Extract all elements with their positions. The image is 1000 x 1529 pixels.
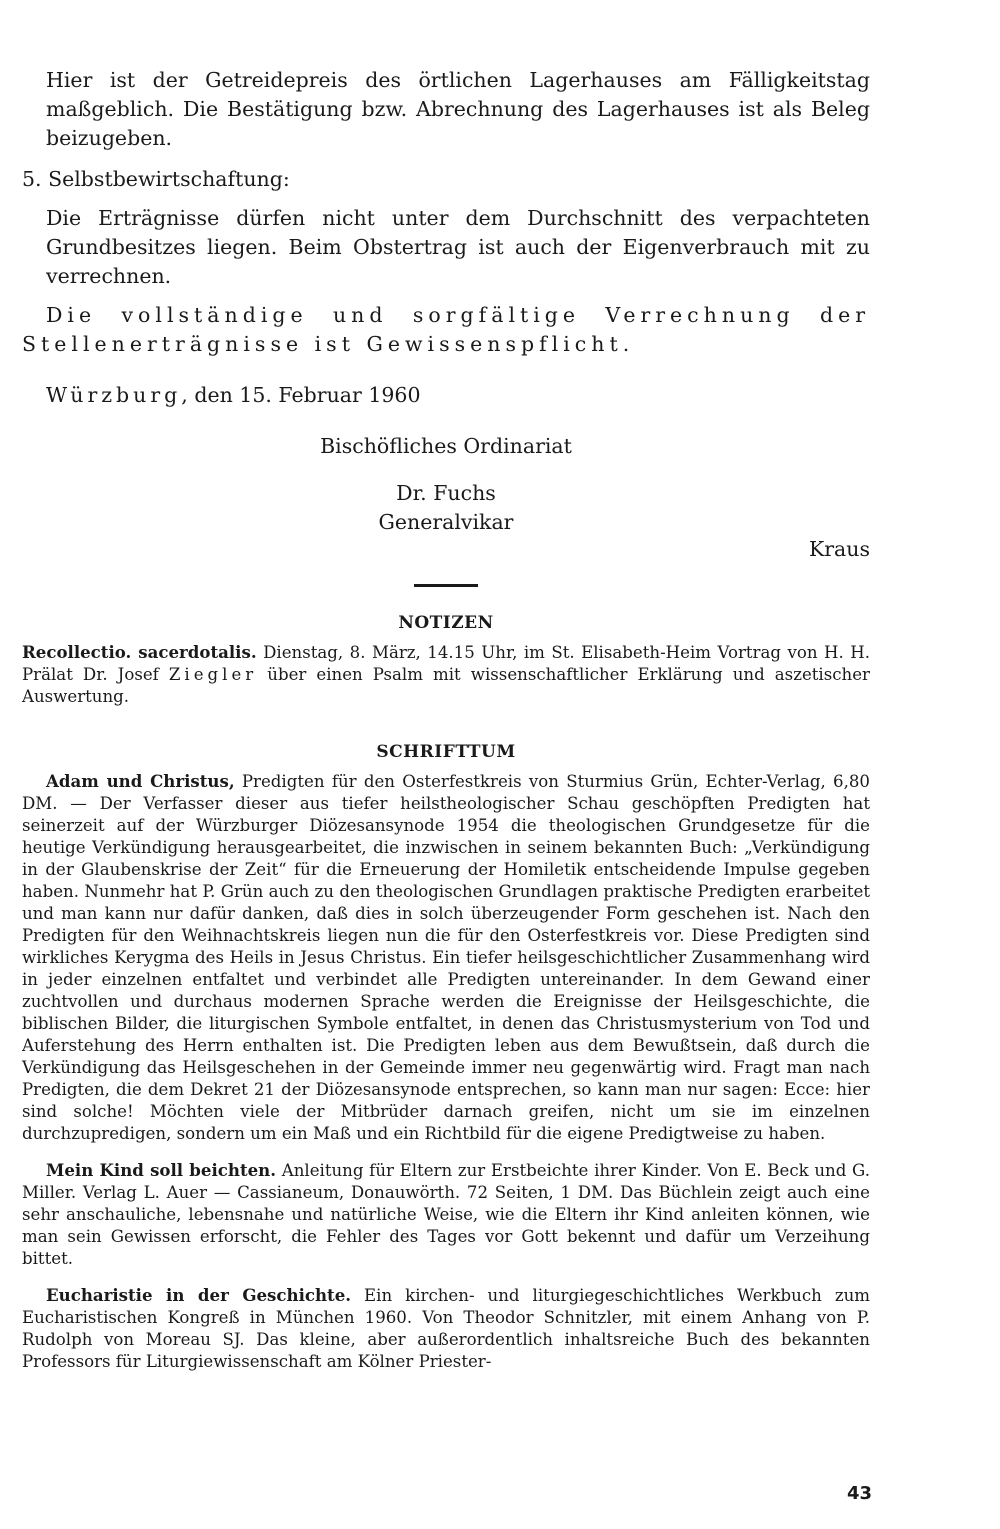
document-page <box>22 66 870 1373</box>
section-divider <box>414 584 478 587</box>
paragraph-gewissenspflicht: Die vollständige und sorgfältige Verrechnung der Stellenerträgnisse ist Gewissenspflicht. <box>22 303 870 356</box>
date-rest: , den 15. Februar 1960 <box>181 383 421 407</box>
notiz-recollectio <box>22 641 870 708</box>
review-adam-und-christus <box>22 770 870 1145</box>
review-eucharistie <box>22 1284 870 1373</box>
paragraph-getreidepreis: Hier ist der Getreidepreis des örtlichen Lagerhauses am Fälligkeitstag maßgeblich. Die Bestätigung bzw. Abrechnung des Lagerhauses ist als Beleg beizugeben. <box>46 68 870 150</box>
review-title: Adam und Christus, <box>46 771 235 791</box>
paragraph-ertraegnisse: Die Erträgnisse dürfen nicht unter dem Durchschnitt des verpachteten Grundbesitzes liegen. Beim Obstertrag ist auch der Eigenverbrauch mit zu verrechnen. <box>46 206 870 288</box>
notiz-name-ziegler: Ziegler <box>168 665 258 684</box>
notiz-text-a: Dienstag, 8. März, 14.15 Uhr, im St. Elisabeth-Heim Vortrag von H. H. Prälat Dr. Josef <box>22 643 870 684</box>
notiz-title: Recollectio. sacerdotalis. <box>22 642 257 662</box>
review-text: Ein kirchen- und liturgiegeschichtliches Werkbuch zum Eucharistischen Kongreß in München 1960. Von Theodor Schnitzler, mit einem Anhang von P. Rudolph von Moreau SJ. Das kleine, aber außerordentlich inhaltsreiche Buch des bekannten Professors für Liturgiewissenschaft am Kölner Priester- <box>22 1286 870 1371</box>
review-text: Predigten für den Osterfestkreis von Sturmius Grün, Echter-Verlag, 6,80 DM. — Der Verfasser dieser aus tiefer heilstheologischer Schau geschöpften Predigten hat seinerzeit auf der Würzburger Diözesansynode 1954 die theologischen Grundgesetze für die heutige Verkündigung herausgearbeitet, die inzwischen in seinem bekannten Buch: „Verkündigung in der Glaubenskrise der Zeit“ für die Erneuerung der Homiletik entscheidende Impulse gegeben haben. Nunmehr hat P. Grün auch zu den theologischen Grundlagen praktische Predigten erarbeitet und man kann nur dafür danken, daß dies in solch überzeugender Form geschehen ist. Nach den Predigten für den Weihnachtskreis liegen nun die für den Osterfestkreis vor. Diese Predigten sind wirkliches Kerygma des Heils in Jesus Christus. Ein tiefer heilsgeschichtlicher Zusammenhang wird in jeder einzelnen entfaltet und verbindet alle Predigten untereinander. In dem Gewand einer zuchtvollen und durchaus modernen Sprache werden die Ereignisse der Heilsgeschichte, die biblischen Bilder, die liturgischen Symbole entfaltet, in denen das Christusmysterium von Tod und Auferstehung des Herrn enthalten ist. Die Predigten leben aus dem Bewußtsein, daß durch die Verkündigung das Heilsgeschehen in der Gemeinde immer neu gegenwärtig wird. Fragt man nach Predigten, die dem Dekret 21 der Diözesansynode entsprechen, so kann man nur sagen: Ecce: hier sind solche! Möchten viele der Mitbrüder darnach greifen, nicht um sie im einzelnen durchzupredigen, sondern um ein Maß und ein Richtbild für die eigene Predigtweise zu haben. <box>22 772 870 1143</box>
heading-notizen: NOTIZEN <box>398 613 494 633</box>
review-title: Mein Kind soll beichten. <box>46 1160 277 1180</box>
kraus-signature: Kraus <box>808 537 870 561</box>
date-city: Würzburg <box>46 383 182 407</box>
item-5-label: 5. Selbstbewirtschaftung: <box>22 167 290 191</box>
notiz-text-b: über einen Psalm mit wissenschaftlicher Erklärung und aszetischer Auswertung. <box>22 665 870 706</box>
signer-name: Dr. Fuchs <box>396 481 496 505</box>
ordinariat: Bischöfliches Ordinariat <box>320 434 572 458</box>
signer-title: Generalvikar <box>378 510 514 534</box>
dateline <box>46 381 870 410</box>
review-title: Eucharistie in der Geschichte. <box>46 1285 352 1305</box>
page-number: 43 <box>846 1483 872 1504</box>
review-mein-kind <box>22 1159 870 1270</box>
review-text: Anleitung für Eltern zur Erstbeichte ihrer Kinder. Von E. Beck und G. Miller. Verlag L. Auer — Cassianeum, Donauwörth. 72 Seiten, 1 DM. Das Büchlein zeigt auch eine sehr anschauliche, lebensnahe und natürliche Weise, wie die Eltern ihr Kind anleiten können, wie man sein Gewissen erforscht, die Fehler des Tages vor Gott bekennt und dafür um Verzeihung bittet. <box>22 1161 870 1268</box>
heading-schrifttum: SCHRIFTTUM <box>376 742 516 762</box>
